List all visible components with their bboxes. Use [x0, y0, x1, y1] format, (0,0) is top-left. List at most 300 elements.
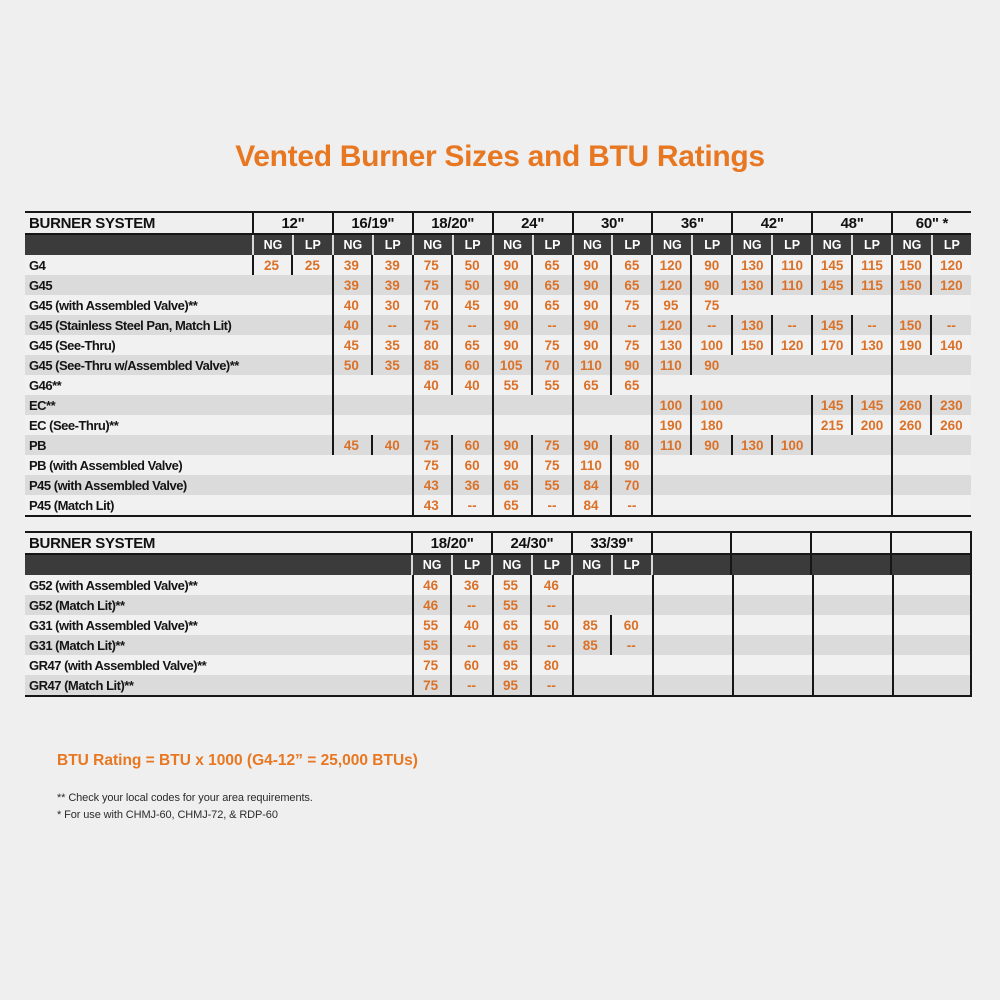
size-column-header: 16/19" — [332, 213, 412, 233]
btu-value-ng: 145 — [820, 277, 844, 293]
table-row — [25, 295, 971, 315]
btu-cell-group — [651, 435, 731, 455]
btu-cell-group — [411, 575, 491, 595]
column-divider — [891, 255, 893, 515]
burner-label: G31 (with Assembled Valve)** — [29, 617, 198, 633]
btu-value-ng: 215 — [820, 417, 844, 433]
btu-cell-group — [651, 415, 731, 435]
btu-value-lp: 90 — [690, 355, 731, 375]
btu-value-lp: 260 — [930, 415, 971, 435]
btu-cell-group — [651, 615, 731, 635]
btu-value-lp: 30 — [371, 295, 412, 315]
btu-value-ng: 65 — [502, 617, 518, 633]
btu-cell-group — [491, 655, 571, 675]
btu-cell-group — [411, 615, 491, 635]
btu-value-ng: 40 — [343, 297, 359, 313]
btu-value-ng: 55 — [502, 597, 518, 613]
btu-cell-group — [412, 395, 492, 415]
btu-cell-group — [891, 255, 971, 275]
column-divider — [332, 255, 334, 455]
column-divider — [492, 255, 494, 515]
burner-label: GR47 (Match Lit)** — [29, 677, 134, 693]
btu-value-lp: 90 — [610, 455, 651, 475]
btu-cell-group — [492, 335, 572, 355]
table-row — [25, 655, 970, 675]
size-column-header: 24/30" — [491, 533, 571, 553]
btu-cell-group — [651, 475, 731, 495]
btu-cell-group — [332, 435, 412, 455]
burner-label: G45 — [29, 277, 53, 293]
footnote-local-codes: ** Check your local codes for your area requirements. — [57, 792, 313, 804]
size-column-header: 60" * — [891, 213, 971, 233]
btu-cell-group — [891, 335, 971, 355]
btu-value-lp: 50 — [451, 255, 492, 275]
btu-value-lp: 65 — [531, 255, 572, 275]
btu-value-ng: 80 — [423, 337, 439, 353]
vented-burner-table — [25, 211, 971, 517]
btu-cell-group — [492, 295, 572, 315]
btu-cell-group — [492, 435, 572, 455]
gas-type-header: NG — [332, 235, 372, 255]
gas-bar-empty-cell — [730, 555, 810, 575]
btu-value-ng: 75 — [423, 277, 439, 293]
btu-value-ng: 90 — [583, 297, 599, 313]
column-divider — [651, 255, 653, 515]
btu-cell-group — [731, 375, 811, 395]
gas-type-header: NG — [412, 235, 452, 255]
btu-cell-group — [491, 595, 571, 615]
gas-type-header-bar — [25, 235, 971, 255]
gas-type-header: LP — [531, 555, 571, 575]
btu-value-lp: 60 — [451, 355, 492, 375]
page-title: Vented Burner Sizes and BTU Ratings — [235, 140, 765, 173]
btu-cell-group — [571, 675, 651, 695]
btu-cell-group — [811, 455, 891, 475]
btu-cell-group — [252, 475, 332, 495]
btu-cell-group — [412, 475, 492, 495]
btu-cell-group — [571, 575, 651, 595]
btu-value-lp: -- — [610, 315, 651, 335]
btu-cell-group — [572, 315, 652, 335]
btu-value-ng: 90 — [583, 277, 599, 293]
btu-value-lp: -- — [930, 315, 971, 335]
btu-cell-group — [651, 655, 731, 675]
burner-label: GR47 (with Assembled Valve)** — [29, 657, 207, 673]
btu-cell-group — [252, 335, 332, 355]
gas-type-header: LP — [691, 235, 731, 255]
btu-value-ng: 43 — [423, 477, 439, 493]
column-divider — [812, 575, 814, 695]
btu-value-ng: 85 — [582, 617, 598, 633]
burner-label: G52 (with Assembled Valve)** — [29, 577, 198, 593]
btu-cell-group — [651, 455, 731, 475]
btu-value-lp: 120 — [771, 335, 811, 355]
burner-label: PB (with Assembled Valve) — [29, 457, 183, 473]
gas-type-header: NG — [651, 235, 691, 255]
btu-value-lp: -- — [530, 595, 571, 615]
btu-value-ng: 85 — [423, 357, 439, 373]
btu-cell-group — [492, 255, 572, 275]
btu-cell-group — [252, 455, 332, 475]
btu-value-ng: 150 — [899, 277, 922, 293]
btu-cell-group — [332, 335, 412, 355]
btu-value-ng: 55 — [423, 617, 439, 633]
btu-value-ng: 260 — [899, 397, 922, 413]
btu-value-ng: 150 — [740, 337, 764, 353]
btu-cell-group — [412, 315, 492, 335]
btu-value-ng: 50 — [343, 357, 359, 373]
table-row — [25, 355, 971, 375]
btu-value-ng: 130 — [740, 277, 764, 293]
table-row — [25, 455, 971, 475]
burner-label: P45 (with Assembled Valve) — [29, 477, 187, 493]
btu-value-ng: 40 — [423, 377, 439, 393]
btu-value-ng: 105 — [499, 357, 523, 373]
table-row — [25, 575, 970, 595]
btu-cell-group — [571, 635, 651, 655]
btu-cell-group — [891, 395, 971, 415]
btu-value-ng: 95 — [502, 677, 518, 693]
btu-value-ng: 120 — [659, 277, 683, 293]
btu-cell-group — [651, 275, 731, 295]
btu-cell-group — [411, 595, 491, 615]
btu-cell-group — [811, 295, 891, 315]
btu-cell-group — [411, 635, 491, 655]
size-header-row — [25, 211, 971, 235]
btu-value-lp: 90 — [690, 275, 731, 295]
table-row — [25, 475, 971, 495]
btu-cell-group — [811, 315, 891, 335]
gas-type-group — [492, 235, 572, 255]
burner-label: EC** — [29, 397, 56, 413]
btu-value-lp: 90 — [610, 355, 651, 375]
gas-type-header: LP — [851, 235, 891, 255]
burner-label: G52 (Match Lit)** — [29, 597, 125, 613]
btu-cell-group — [651, 495, 731, 515]
btu-cell-group — [252, 315, 332, 335]
table-row — [25, 375, 971, 395]
btu-value-lp: 50 — [451, 275, 492, 295]
btu-value-lp: 70 — [610, 475, 651, 495]
table-row — [25, 435, 971, 455]
table-row — [25, 635, 970, 655]
btu-value-ng: 90 — [583, 317, 599, 333]
btu-value-ng: 150 — [899, 257, 922, 273]
gas-type-header: LP — [611, 555, 651, 575]
btu-cell-group — [332, 455, 412, 475]
btu-cell-group — [491, 675, 571, 695]
btu-cell-group — [492, 475, 572, 495]
btu-value-lp: -- — [531, 315, 572, 335]
btu-value-ng: 150 — [899, 317, 922, 333]
column-divider — [252, 255, 254, 275]
btu-cell-group — [412, 455, 492, 475]
btu-cell-group — [731, 635, 811, 655]
btu-value-ng: 45 — [343, 437, 359, 453]
btu-cell-group — [731, 615, 811, 635]
btu-cell-group — [252, 395, 332, 415]
btu-value-ng: 39 — [343, 277, 359, 293]
btu-value-ng: 145 — [820, 257, 844, 273]
btu-cell-group — [651, 675, 731, 695]
btu-value-lp: 39 — [371, 275, 412, 295]
btu-cell-group — [890, 575, 970, 595]
btu-value-ng: 170 — [820, 337, 844, 353]
btu-value-ng: 90 — [583, 257, 599, 273]
btu-value-ng: 84 — [583, 477, 599, 493]
gas-type-header: LP — [452, 235, 492, 255]
btu-value-ng: 65 — [503, 497, 519, 513]
btu-value-lp: -- — [610, 495, 651, 515]
btu-cell-group — [891, 495, 971, 515]
column-divider — [892, 575, 894, 695]
btu-cell-group — [651, 635, 731, 655]
btu-value-ng: 130 — [740, 437, 764, 453]
btu-cell-group — [252, 495, 332, 515]
btu-value-ng: 145 — [820, 397, 844, 413]
btu-cell-group — [332, 495, 412, 515]
gas-type-header: LP — [451, 555, 491, 575]
btu-value-lp: 60 — [451, 435, 492, 455]
btu-cell-group — [890, 675, 970, 695]
table-row — [25, 615, 970, 635]
btu-cell-group — [891, 355, 971, 375]
btu-cell-group — [491, 635, 571, 655]
btu-value-lp: 145 — [851, 395, 891, 415]
btu-value-ng: 40 — [343, 317, 359, 333]
btu-value-lp: 35 — [371, 355, 412, 375]
gas-type-group — [811, 235, 891, 255]
btu-cell-group — [332, 475, 412, 495]
btu-value-lp: 40 — [371, 435, 412, 455]
size-column-header — [890, 533, 970, 553]
btu-cell-group — [811, 415, 891, 435]
btu-cell-group — [731, 475, 811, 495]
gas-type-header: LP — [532, 235, 572, 255]
burner-label: G45 (Stainless Steel Pan, Match Lit) — [29, 317, 232, 333]
table-row — [25, 595, 970, 615]
table-body — [25, 255, 971, 517]
size-column-header: 42" — [731, 213, 811, 233]
btu-cell-group — [572, 375, 652, 395]
gas-bar-spacer — [25, 235, 252, 255]
gas-type-header: NG — [492, 235, 532, 255]
btu-value-lp: 60 — [451, 455, 492, 475]
btu-cell-group — [572, 295, 652, 315]
gas-type-group — [571, 555, 651, 575]
btu-cell-group — [252, 355, 332, 375]
btu-cell-group — [492, 415, 572, 435]
btu-value-ng: 55 — [423, 637, 439, 653]
btu-value-lp: 90 — [690, 255, 731, 275]
btu-value-lp: 40 — [450, 615, 491, 635]
btu-value-ng: 95 — [663, 297, 679, 313]
btu-value-lp: 75 — [610, 295, 651, 315]
gas-bar-empty-cell — [651, 555, 731, 575]
table-row — [25, 415, 971, 435]
btu-value-lp: 35 — [371, 335, 412, 355]
btu-value-lp: 60 — [610, 615, 651, 635]
table-body — [25, 575, 972, 697]
btu-value-lp: 65 — [610, 275, 651, 295]
btu-cell-group — [412, 335, 492, 355]
btu-value-lp: 60 — [450, 655, 491, 675]
btu-cell-group — [890, 655, 970, 675]
gas-type-group — [252, 235, 332, 255]
size-column-header: 24" — [492, 213, 572, 233]
burner-label: EC (See-Thru)** — [29, 417, 119, 433]
btu-value-lp: 65 — [451, 335, 492, 355]
btu-value-lp: 75 — [531, 335, 572, 355]
btu-cell-group — [571, 655, 651, 675]
btu-value-ng: 90 — [503, 337, 519, 353]
btu-cell-group — [891, 455, 971, 475]
btu-value-lp: 75 — [610, 335, 651, 355]
btu-cell-group — [651, 335, 731, 355]
btu-value-ng: 260 — [899, 417, 922, 433]
btu-value-ng: 75 — [423, 317, 439, 333]
btu-value-ng: 110 — [659, 437, 682, 453]
btu-value-lp: 55 — [531, 475, 572, 495]
btu-cell-group — [811, 335, 891, 355]
btu-value-lp: 110 — [771, 275, 811, 295]
btu-cell-group — [811, 375, 891, 395]
gas-type-group — [572, 235, 652, 255]
gas-type-header: NG — [252, 235, 292, 255]
secondary-burner-table — [25, 531, 972, 697]
btu-cell-group — [252, 435, 332, 455]
btu-cell-group — [731, 295, 811, 315]
btu-cell-group — [731, 595, 811, 615]
btu-cell-group — [810, 615, 890, 635]
btu-value-lp: 50 — [530, 615, 571, 635]
btu-cell-group — [651, 575, 731, 595]
btu-value-lp: 115 — [851, 275, 891, 295]
btu-value-ng: 75 — [423, 437, 439, 453]
btu-value-lp: -- — [531, 495, 572, 515]
btu-cell-group — [811, 495, 891, 515]
btu-cell-group — [731, 495, 811, 515]
btu-value-lp: -- — [451, 495, 492, 515]
btu-cell-group — [731, 335, 811, 355]
btu-cell-group — [571, 595, 651, 615]
gas-bar-spacer — [25, 555, 411, 575]
btu-value-lp: 100 — [771, 435, 811, 455]
size-header-row — [25, 531, 972, 555]
btu-value-ng: 65 — [502, 637, 518, 653]
gas-type-header: NG — [572, 235, 612, 255]
btu-value-lp: 46 — [530, 575, 571, 595]
btu-cell-group — [891, 415, 971, 435]
burner-label: G45 (with Assembled Valve)** — [29, 297, 198, 313]
btu-cell-group — [332, 315, 412, 335]
btu-cell-group — [890, 615, 970, 635]
btu-value-ng: 100 — [659, 397, 683, 413]
btu-cell-group — [731, 455, 811, 475]
btu-cell-group — [731, 395, 811, 415]
btu-value-lp: -- — [690, 315, 731, 335]
btu-value-ng: 45 — [343, 337, 359, 353]
size-column-header: 48" — [811, 213, 891, 233]
btu-cell-group — [252, 295, 332, 315]
btu-cell-group — [491, 615, 571, 635]
btu-cell-group — [572, 355, 652, 375]
btu-cell-group — [731, 255, 811, 275]
btu-cell-group — [572, 335, 652, 355]
size-column-header: 36" — [651, 213, 731, 233]
btu-value-ng: 90 — [503, 257, 519, 273]
btu-cell-group — [891, 275, 971, 295]
gas-type-header: NG — [571, 555, 611, 575]
btu-value-lp: 80 — [610, 435, 651, 455]
btu-cell-group — [492, 455, 572, 475]
btu-value-ng: 43 — [423, 497, 439, 513]
size-column-header: 30" — [572, 213, 652, 233]
btu-value-lp: 65 — [531, 295, 572, 315]
btu-value-ng: 75 — [423, 457, 439, 473]
btu-cell-group — [810, 675, 890, 695]
btu-value-ng: 120 — [659, 257, 683, 273]
size-column-header — [651, 533, 731, 553]
btu-cell-group — [891, 375, 971, 395]
btu-value-lp: 36 — [450, 575, 491, 595]
burner-label: G45 (See-Thru w/Assembled Valve)** — [29, 357, 239, 373]
btu-cell-group — [572, 415, 652, 435]
gas-type-header: NG — [811, 235, 851, 255]
btu-cell-group — [651, 315, 731, 335]
btu-cell-group — [890, 595, 970, 615]
btu-cell-group — [411, 655, 491, 675]
burner-system-header: BURNER SYSTEM — [29, 214, 156, 232]
btu-value-ng: 145 — [820, 317, 844, 333]
btu-cell-group — [731, 415, 811, 435]
btu-value-lp: 65 — [610, 255, 651, 275]
btu-cell-group — [332, 395, 412, 415]
btu-cell-group — [492, 495, 572, 515]
btu-value-lp: 75 — [690, 295, 731, 315]
btu-rating-note: BTU Rating = BTU x 1000 (G4-12” = 25,000 BTUs) — [57, 752, 418, 769]
btu-value-ng: 84 — [583, 497, 599, 513]
table-row — [25, 675, 970, 695]
btu-value-lp: 120 — [930, 275, 971, 295]
btu-cell-group — [492, 395, 572, 415]
btu-cell-group — [731, 275, 811, 295]
gas-type-group — [651, 235, 731, 255]
gas-type-header: NG — [891, 235, 931, 255]
btu-cell-group — [891, 315, 971, 335]
column-divider — [652, 575, 654, 695]
btu-cell-group — [492, 375, 572, 395]
btu-cell-group — [651, 375, 731, 395]
gas-type-group — [332, 235, 412, 255]
btu-value-lp: 65 — [531, 275, 572, 295]
btu-value-lp: 25 — [291, 255, 332, 275]
btu-cell-group — [412, 255, 492, 275]
btu-cell-group — [572, 495, 652, 515]
table-row — [25, 315, 971, 335]
btu-value-lp: 55 — [531, 375, 572, 395]
btu-cell-group — [252, 275, 332, 295]
btu-value-lp: 40 — [451, 375, 492, 395]
btu-value-ng: 120 — [659, 317, 683, 333]
btu-value-lp: 140 — [930, 335, 971, 355]
btu-value-ng: 90 — [583, 337, 599, 353]
gas-type-group — [891, 235, 971, 255]
btu-value-lp: -- — [450, 595, 491, 615]
btu-value-ng: 130 — [740, 317, 764, 333]
column-divider — [732, 575, 734, 695]
btu-value-ng: 130 — [659, 337, 683, 353]
